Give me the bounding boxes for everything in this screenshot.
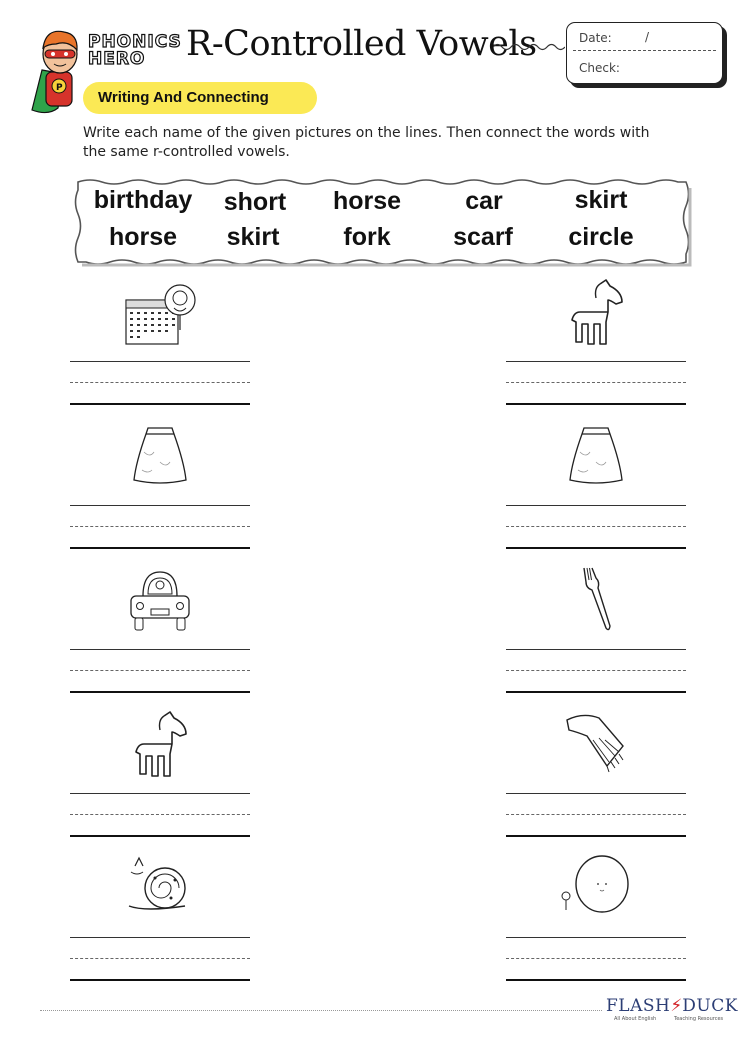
writing-item (506, 422, 686, 562)
writing-item (70, 278, 250, 418)
word-bank-word: birthday (93, 186, 193, 214)
writing-line-top[interactable] (506, 937, 686, 938)
word-bank-word: skirt (574, 186, 628, 214)
snail-shell-icon (125, 854, 195, 916)
writing-item (506, 566, 686, 706)
writing-line-top[interactable] (70, 793, 250, 794)
writing-line-base (506, 691, 686, 693)
word-bank-word: horse (108, 223, 178, 251)
writing-line-mid (70, 526, 250, 527)
date-separator: / (645, 30, 650, 44)
word-bank-word: short (223, 188, 287, 216)
writing-line-base (70, 403, 250, 405)
writing-line-mid (506, 814, 686, 815)
writing-line-base (506, 547, 686, 549)
writing-item (70, 566, 250, 706)
writing-line-mid (70, 670, 250, 671)
horse-icon (566, 278, 626, 348)
footer-divider (40, 1010, 602, 1011)
lightning-bolt-icon: ⚡ (670, 996, 683, 1016)
writing-line-mid (70, 958, 250, 959)
writing-line-mid (506, 958, 686, 959)
writing-line-mid (506, 670, 686, 671)
word-bank-word: fork (343, 223, 391, 251)
writing-line-top[interactable] (506, 505, 686, 506)
brand-line1: PHONICS (88, 32, 182, 52)
logo-tagline: Teaching Resources (674, 1016, 724, 1022)
writing-line-top[interactable] (70, 649, 250, 650)
writing-line-base (70, 691, 250, 693)
writing-item (506, 710, 686, 850)
page-title: R-Controlled Vowels (186, 24, 537, 64)
writing-line-top[interactable] (70, 361, 250, 362)
writing-line-mid (70, 382, 250, 383)
check-label: Check: (579, 61, 620, 75)
date-label: Date: (579, 31, 612, 45)
skirt-icon (566, 422, 626, 486)
instructions: Write each name of the given pictures on the lines. Then connect the words with the same r-controlled vowels. (83, 125, 650, 160)
writing-line-top[interactable] (506, 793, 686, 794)
writing-item (70, 854, 250, 994)
word-bank-word: skirt (226, 223, 280, 251)
logo-part2: DUCK (682, 996, 738, 1016)
decorative-wave (493, 40, 565, 54)
horse-icon (130, 710, 190, 780)
calendar-icon (118, 278, 202, 348)
word-bank-word: scarf (453, 223, 513, 251)
fork-icon (576, 566, 616, 632)
writing-line-base (506, 835, 686, 837)
writing-line-base (70, 835, 250, 837)
writing-line-top[interactable] (506, 361, 686, 362)
scarf-icon (563, 710, 629, 776)
circle-face-icon (556, 854, 636, 920)
logo-tagline: All About English (614, 1016, 657, 1022)
logo-part1: FLASH (606, 996, 671, 1016)
writing-line-top[interactable] (506, 649, 686, 650)
writing-line-top[interactable] (70, 505, 250, 506)
writing-item (506, 278, 686, 418)
writing-line-mid (506, 382, 686, 383)
svg-text:P: P (56, 83, 63, 93)
writing-line-mid (506, 526, 686, 527)
phonics-hero-logo (88, 34, 188, 68)
writing-line-base (70, 547, 250, 549)
word-bank-word: horse (332, 187, 402, 215)
writing-item (506, 854, 686, 994)
date-check-box (566, 22, 723, 84)
writing-item (70, 710, 250, 850)
car-icon (127, 566, 193, 636)
skirt-icon (130, 422, 190, 486)
writing-line-base (506, 979, 686, 981)
word-bank (70, 176, 694, 268)
flashduck-logo (606, 996, 738, 1016)
word-bank-word: car (465, 187, 503, 215)
writing-line-mid (70, 814, 250, 815)
writing-line-base (506, 403, 686, 405)
section-title: Writing And Connecting (98, 89, 269, 106)
writing-item (70, 422, 250, 562)
hero-mascot-icon (28, 22, 88, 120)
word-bank-word: circle (568, 223, 634, 251)
writing-line-top[interactable] (70, 937, 250, 938)
writing-line-base (70, 979, 250, 981)
brand-line2: HERO (88, 49, 146, 69)
date-divider (573, 50, 716, 51)
